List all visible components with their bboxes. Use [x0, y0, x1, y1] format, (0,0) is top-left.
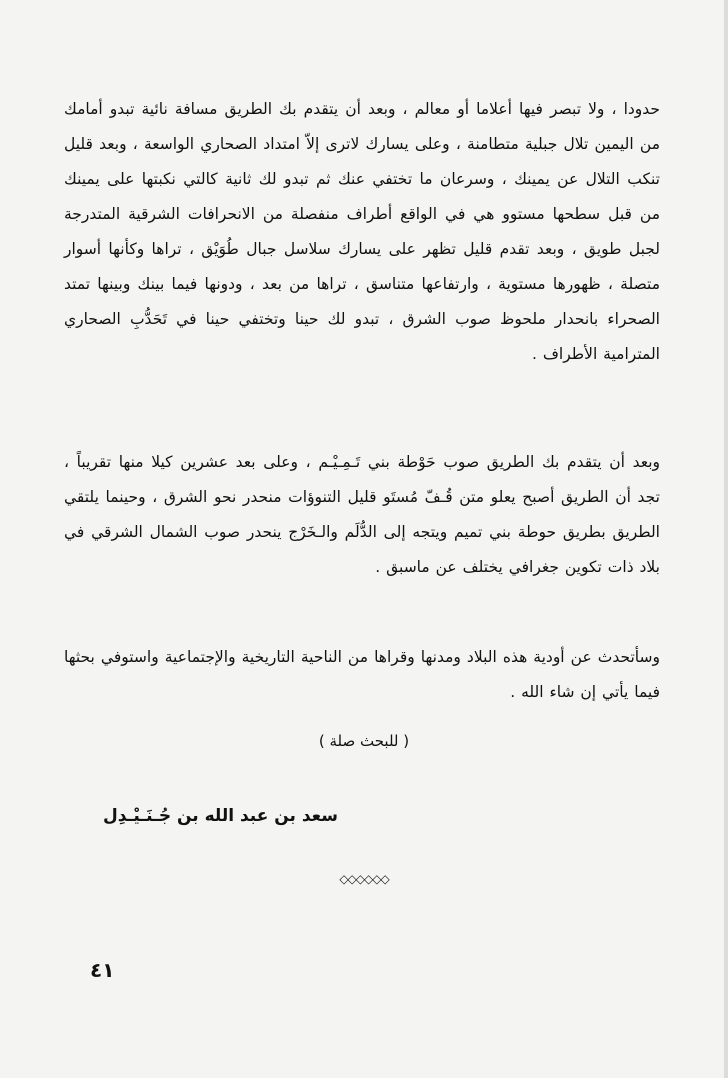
- article-paragraph-3: [64, 640, 660, 710]
- ornament-divider: ◇◇◇◇◇◇: [339, 872, 389, 886]
- article-paragraph-2: [64, 445, 660, 585]
- paragraph-text: وبعد أن يتقدم بك الطريق صوب حَوْطة بني تَـمِـيْـم ، وعلى بعد عشرين كيلا منها تقريباً ، تجد أن الطريق أصبح يعلو متن قُـفّ مُستَو قليل التنوؤات منحدر نحو الشرق ، وحينما يلتقي الطريق بطريق حوطة بني تميم ويتجه إلى الدُّلَم والـخَرْج ينحدر صوب الشمال الشرقي في بلاد ذات تكوين جغرافي يختلف عن ماسبق .: [64, 453, 660, 576]
- paragraph-text: وسأتحدث عن أودية هذه البلاد ومدنها وقراها من الناحية التاريخية والإجتماعية واستوفي بحثها فيما يأتي إن شاء الله .: [64, 648, 660, 701]
- paragraph-text: حدودا ، ولا تبصر فيها أعلاما أو معالم ، وبعد أن يتقدم بك الطريق مسافة نائية تبدو أمامك من اليمين تلال جبلية متطامنة ، وعلى يسارك لاترى إلاّ امتداد الصحاري الواسعة ، وبعد قليل تنكب التلال عن يمينك ، وسرعان ما تختفي عنك ثم تبدو لك ثانية كالتي نكبتها على يمينك من قبل سطحها مستوو هي في الواقع أطراف منفصلة من الانحرافات الشرقية المتدرجة لجبل طويق ، وبعد تقدم قليل تظهر على يسارك سلاسل جبال طُوَيْق ، تراها وكأنها أسوار متصلة ، ظهورها مستوية ، وارتفاعها متناسق ، تراها من بعد ، ودونها فيما بينك وبينها تمتد الصحراء بانحدار ملحوظ صوب الشرق ، تبدو لك حينا وتختفي حينا في تَحَدُّبِ الصحاري المترامية الأطراف .: [64, 100, 660, 363]
- author-signature: سعد بن عبد الله بن جُـنَـيْـدِل: [102, 806, 338, 826]
- page-edge: [724, 0, 728, 1078]
- page-number: ٤١: [90, 958, 115, 982]
- article-paragraph-1: [64, 92, 660, 372]
- to-be-continued-note: ( للبحث صلة ): [318, 732, 410, 750]
